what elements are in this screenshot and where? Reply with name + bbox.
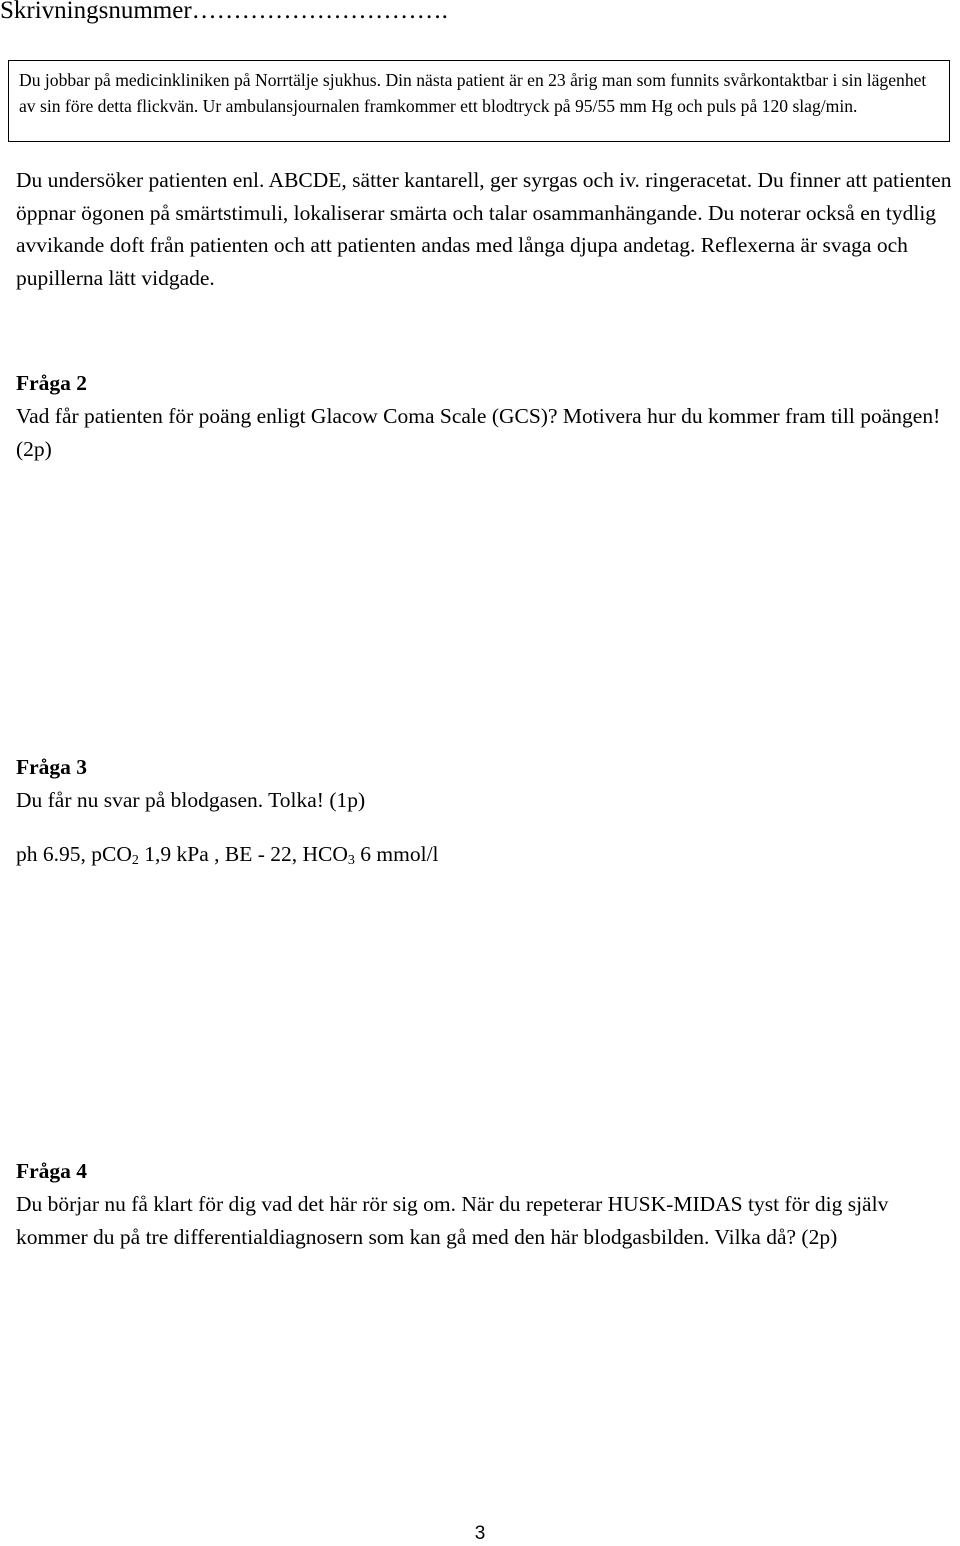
patient-intro-box: [8, 60, 950, 142]
candidate-number-line: Skrivningsnummer………………………….: [0, 0, 448, 24]
question-2-text: Vad får patienten för poäng enligt Glacow Coma Scale (GCS)? Motivera hur du kommer fram till poängen! (2p): [16, 404, 941, 461]
hco3-subscript: 3: [347, 853, 355, 868]
question-4-text: Du börjar nu få klart för dig vad det här rör sig om. När du repeterar HUSK-MIDAS tyst för dig själv kommer du på tre differentialdiagnosern som kan gå med den här blodgasbilden. Vilka då? (2p): [16, 1192, 889, 1249]
question-2-title: Fråga 2: [16, 371, 88, 395]
pco2-subscript: 2: [131, 853, 139, 868]
page-number: 3: [474, 1523, 486, 1544]
bloodgas-kpa-be-hco3: 1,9 kPa , BE - 22, HCO: [138, 842, 348, 866]
case-description: Du undersöker patienten enl. ABCDE, sätter kantarell, ger syrgas och iv. ringeracetat. Du finner att patienten öppnar ögonen på smärtstimuli, lokaliserar smärta och talar osammanhängande. Du noterar också en tydlig avvikande doft från patienten och att patienten andas med långa djupa andetag. Reflexerna är svaga och pupillerna lätt vidgade.: [16, 168, 952, 290]
bloodgas-mmol: 6 mmol/l: [354, 842, 439, 866]
bloodgas-values: [16, 838, 956, 871]
patient-intro-text: Du jobbar på medicinkliniken på Norrtälje sjukhus. Din nästa patient är en 23 årig man som funnits svårkontaktbar i sin lägenhet av sin före detta flickvän. Ur ambulansjournalen framkommer ett blodtryck på 95/55 mm Hg och puls på 120 slag/min.: [19, 70, 927, 116]
question-4-title: Fråga 4: [16, 1159, 88, 1183]
bloodgas-ph-pco2: ph 6.95, pCO: [16, 842, 132, 866]
question-3-title: Fråga 3: [16, 755, 88, 779]
question-3-text: Du får nu svar på blodgasen. Tolka! (1p): [16, 788, 366, 812]
